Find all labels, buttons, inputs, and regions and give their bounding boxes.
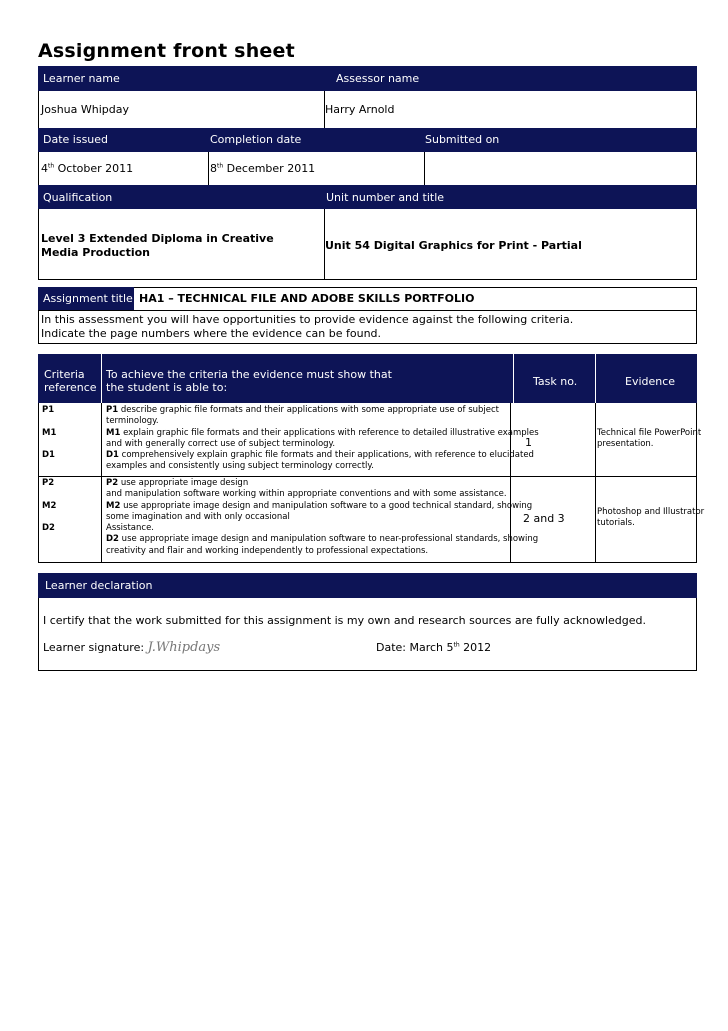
divider bbox=[38, 310, 697, 311]
group2-descriptions bbox=[106, 478, 538, 557]
group2-evidence: Photoshop and Illustrator tutorials. bbox=[597, 507, 705, 529]
divider bbox=[424, 152, 425, 185]
divider bbox=[38, 476, 697, 477]
criterion-line: and manipulation software working within appropriate conventions and with some assistance. bbox=[106, 489, 507, 500]
criterion-line: P1 describe graphic file formats and their applications with some appropriate use of subject bbox=[106, 405, 500, 415]
qualification-label: Qualification bbox=[43, 191, 113, 204]
assessor-name-value: Harry Arnold bbox=[325, 103, 395, 116]
page-title: Assignment front sheet bbox=[38, 40, 295, 62]
evidence-header: Evidence bbox=[625, 375, 676, 388]
criterion-ref: P1 bbox=[42, 405, 55, 415]
learner-name-value: Joshua Whipday bbox=[41, 103, 130, 116]
group1-task-no: 1 bbox=[525, 436, 532, 449]
divider bbox=[101, 354, 102, 403]
intro-line-1: In this assessment you will have opportunities to provide evidence against the following criteria. bbox=[41, 313, 574, 326]
group1-refs bbox=[42, 405, 56, 461]
criteria-achieve-header: To achieve the criteria the evidence must show that the student is able to: bbox=[106, 368, 392, 394]
unit-value: Unit 54 Digital Graphics for Print - Partial bbox=[325, 239, 582, 252]
criterion-line: D1 comprehensively explain graphic file formats and their applications, with reference to elucidated bbox=[106, 450, 534, 461]
learner-name-label: Learner name bbox=[43, 72, 120, 85]
criterion-line: D2 use appropriate image design and manipulation software to near-professional standards, showing bbox=[106, 534, 539, 545]
assignment-title-label-cell bbox=[38, 287, 134, 310]
criterion-ref: M1 bbox=[42, 427, 57, 438]
date-issued-value: 4th October 2011 bbox=[41, 162, 134, 175]
criterion-line: examples and consistently using subject terminology correctly. bbox=[106, 461, 374, 472]
criterion-ref: D2 bbox=[42, 523, 55, 534]
date-issued-label: Date issued bbox=[43, 133, 109, 146]
learner-signature-row bbox=[43, 640, 220, 655]
group2-refs bbox=[42, 478, 56, 534]
completion-date-label: Completion date bbox=[210, 133, 302, 146]
assignment-intro bbox=[41, 313, 573, 341]
criterion-line: P2 use appropriate image design bbox=[106, 478, 249, 488]
task-no-header: Task no. bbox=[533, 375, 578, 388]
criterion-line: some imagination and with only occasional bbox=[106, 511, 290, 522]
criterion-line: M2 use appropriate image design and manipulation software to a good technical standard, showing bbox=[106, 500, 533, 511]
completion-date-value: 8th December 2011 bbox=[210, 162, 316, 175]
criterion-line: and with generally correct use of subject terminology. bbox=[106, 438, 336, 449]
intro-line-2: Indicate the page numbers where the evidence can be found. bbox=[41, 327, 382, 340]
assessor-name-label: Assessor name bbox=[336, 72, 420, 85]
divider bbox=[513, 354, 514, 403]
criterion-ref: D1 bbox=[42, 450, 55, 461]
criterion-line: terminology. bbox=[106, 416, 159, 427]
divider bbox=[208, 152, 209, 185]
dates-header bbox=[38, 128, 697, 152]
signature-label: Learner signature: bbox=[43, 641, 148, 654]
declaration-header bbox=[38, 573, 697, 598]
qualification-header bbox=[38, 185, 697, 209]
submitted-on-label: Submitted on bbox=[425, 133, 500, 146]
assignment-title-value: HA1 – TECHNICAL FILE AND ADOBE SKILLS PORTFOLIO bbox=[139, 292, 475, 305]
divider bbox=[595, 403, 596, 563]
criterion-ref: M2 bbox=[42, 500, 57, 511]
criterion-ref: P2 bbox=[42, 478, 55, 488]
learner-assessor-header bbox=[38, 66, 697, 91]
group1-descriptions bbox=[106, 405, 539, 473]
declaration-statement: I certify that the work submitted for this assignment is my own and research sources are fully acknowledged. bbox=[43, 614, 647, 627]
unit-label: Unit number and title bbox=[326, 191, 445, 204]
qualification-value: Level 3 Extended Diploma in Creative Media Production bbox=[41, 232, 274, 259]
divider bbox=[595, 354, 596, 403]
group1-evidence: Technical file PowerPoint presentation. bbox=[597, 428, 702, 450]
criteria-ref-header: Criteria reference bbox=[44, 368, 97, 394]
divider bbox=[101, 403, 102, 563]
learner-signature: J.Whipdays bbox=[147, 640, 221, 655]
declaration-date: Date: March 5th 2012 bbox=[376, 641, 492, 654]
criterion-line: Assistance. bbox=[106, 523, 154, 534]
group2-task-no: 2 and 3 bbox=[523, 512, 565, 525]
criterion-line: M1 explain graphic file formats and their applications with reference to detailed illustrative examples bbox=[106, 427, 539, 438]
declaration-label: Learner declaration bbox=[45, 579, 153, 592]
criteria-header bbox=[38, 354, 697, 403]
assignment-title-label: Assignment title bbox=[43, 292, 133, 305]
criterion-line: creativity and flair and working independently to professional expectations. bbox=[106, 545, 429, 556]
